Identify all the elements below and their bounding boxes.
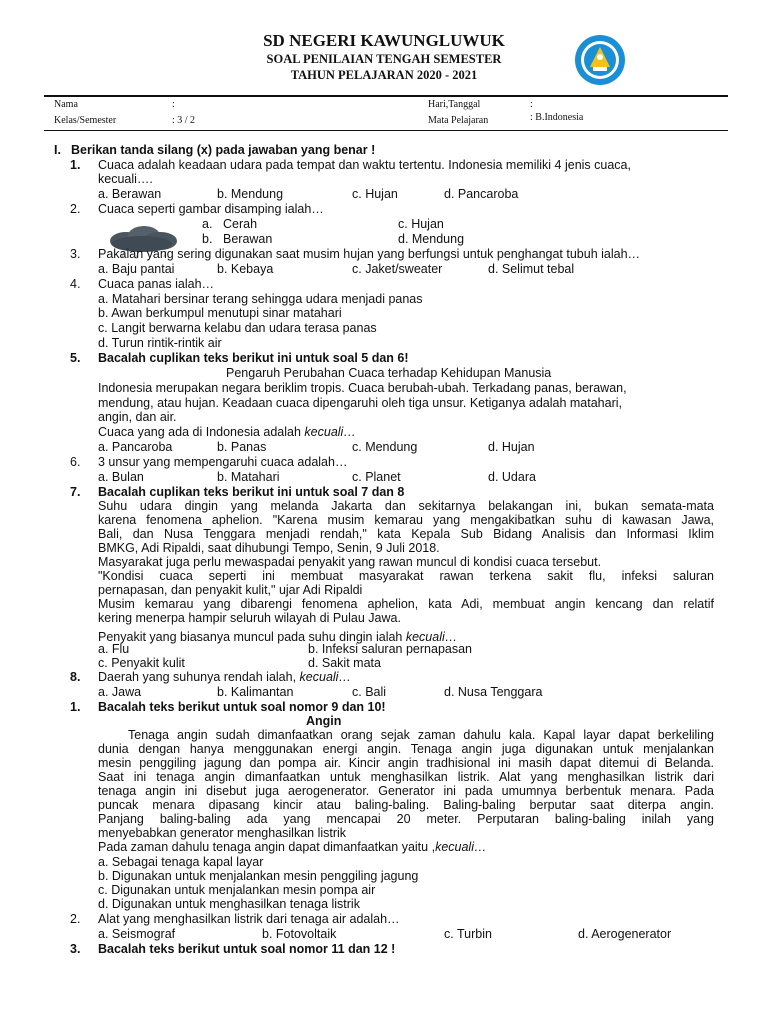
q6-option-c: c. Planet xyxy=(352,470,401,484)
q3-option-b: b. Kebaya xyxy=(217,262,274,276)
q3-option-d: d. Selimut tebal xyxy=(488,262,575,276)
q5-option-d: d. Hujan xyxy=(488,440,535,454)
tut-wuri-handayani-logo-icon xyxy=(574,34,626,86)
q1-text-line2: kecuali…. xyxy=(98,172,153,186)
q7-passage-line5: Masyarakat juga perlu mewaspadai penyakit yang rawan muncul di kondisi cuaca tersebut. xyxy=(98,555,602,569)
q7-passage-line2: karena fenomena aphelion. "Karena musim kemarau yang mengakibatkan suhu di kawasan Jawa, xyxy=(98,513,714,527)
q5-option-b: b. Panas xyxy=(217,440,267,454)
nama-label: Nama xyxy=(54,99,78,110)
header-rule-top xyxy=(44,95,728,97)
q8-option-c: c. Bali xyxy=(352,685,387,699)
q7-passage-line9: kering menerpa hampir seluruh wilayah di Pulau Jawa. xyxy=(98,611,401,625)
q7-passage-line4: BMKG, Adi Ripaldi, saat dihubungi Tempo, Senin, 9 Juli 2018. xyxy=(98,541,440,555)
q5-passage-title: Pengaruh Perubahan Cuaca terhadap Kehidupan Manusia xyxy=(226,366,552,380)
q10-option-d: d. Aerogenerator xyxy=(578,927,672,941)
q10-option-b: b. Fotovoltaik xyxy=(262,927,337,941)
kelas-value: : 3 / 2 xyxy=(172,115,196,126)
q8-option-a: a. Jawa xyxy=(98,685,142,699)
q7-passage-line7: pernapasan, dan penyakit kulit," ujar Adi Ripaldi xyxy=(98,583,363,597)
q9-option-a: a. Sebagai tenaga kapal layar xyxy=(98,855,264,869)
q7-option-a: a. Flu xyxy=(98,642,130,656)
q8-option-b: b. Kalimantan xyxy=(217,685,294,699)
q9-option-b: b. Digunakan untuk menjalankan mesin penggiling jagung xyxy=(98,869,419,883)
q1-option-b: b. Mendung xyxy=(217,187,284,201)
q8-option-d: d. Nusa Tenggara xyxy=(444,685,543,699)
section-instruction: Berikan tanda silang (x) pada jawaban yang benar ! xyxy=(71,143,376,157)
q4-number: 4. xyxy=(70,277,81,291)
header-rule-bottom xyxy=(44,130,728,131)
q9-instruction: Bacalah teks berikut untuk soal nomor 9 dan 10! xyxy=(98,700,386,714)
q9-number: 1. xyxy=(70,700,81,714)
q11-number: 3. xyxy=(70,942,81,956)
q2-option-b-letter: b. xyxy=(202,232,213,246)
q10-option-a: a. Seismograf xyxy=(98,927,176,941)
exam-title: SOAL PENILAIAN TENGAH SEMESTER xyxy=(266,52,502,66)
q7-instruction: Bacalah cuplikan teks berikut ini untuk soal 7 dan 8 xyxy=(98,485,405,499)
q10-number: 2. xyxy=(70,912,81,926)
q5-passage-line1: Indonesia merupakan negara beriklim tropis. Cuaca berubah-ubah. Terkadang panas, berawan, xyxy=(98,381,627,395)
q1-option-d: d. Pancaroba xyxy=(444,187,519,201)
q6-option-d: d. Udara xyxy=(488,470,536,484)
q3-number: 3. xyxy=(70,247,81,261)
q10-text: Alat yang menghasilkan listrik dari tenaga air adalah… xyxy=(98,912,400,926)
q8-number: 8. xyxy=(70,670,81,684)
q3-option-a: a. Baju pantai xyxy=(98,262,175,276)
q9-passage-line7: Panjang baling-baling ada yang mencapai 20 meter. Perputaran baling-baling inilah yang xyxy=(98,812,714,826)
academic-year: TAHUN PELAJARAN 2020 - 2021 xyxy=(290,68,478,82)
q9-passage-line8: menyebabkan generator menghasilkan listrik xyxy=(98,826,347,840)
q6-option-b: b. Matahari xyxy=(217,470,280,484)
q9-passage-line2: dunia dengan hanya menggunakan energi angin. Tenaga angin juga digunakan untuk menjalankan xyxy=(98,742,714,756)
q7-number: 7. xyxy=(70,485,81,499)
q2-option-a: Cerah xyxy=(223,217,258,231)
q7-option-c: c. Penyakit kulit xyxy=(98,656,185,670)
q9-option-d: d. Digunakan untuk menghasilkan tenaga listrik xyxy=(98,897,360,911)
q4-option-a: a. Matahari bersinar terang sehingga udara menjadi panas xyxy=(98,292,423,306)
q1-option-c: c. Hujan xyxy=(352,187,398,201)
mapel-value: : B.Indonesia xyxy=(530,112,584,123)
q7-option-b: b. Infeksi saluran pernapasan xyxy=(308,642,472,656)
q3-text: Pakaian yang sering digunakan saat musim hujan yang berfungsi untuk penghangat tubuh ialah… xyxy=(98,247,641,261)
q4-option-d: d. Turun rintik-rintik air xyxy=(98,336,222,350)
q9-passage-title: Angin xyxy=(306,714,342,728)
q7-passage-line6: "Kondisi cuaca seperti ini membuat masyarakat rawan terkena sakit flu, infeksi saluran xyxy=(98,569,714,583)
q11-instruction: Bacalah teks berikut untuk soal nomor 11 dan 12 ! xyxy=(98,942,396,956)
q7-option-d: d. Sakit mata xyxy=(308,656,381,670)
q7-passage-line3: Bali, dan Nusa Tenggara menjadi rendah," kata Kepala Sub Bidang Analisis dan Informasi Iklim xyxy=(98,527,714,541)
school-name: SD NEGERI KAWUNGLUWUK xyxy=(263,31,505,50)
q9-question: Pada zaman dahulu tenaga angin dapat dimanfaatkan yaitu ,kecuali… xyxy=(98,840,487,854)
section-number: I. xyxy=(54,143,61,157)
q2-option-b: Berawan xyxy=(223,232,273,246)
q5-number: 5. xyxy=(70,351,81,365)
hari-value: : xyxy=(530,99,533,110)
q7-passage-line1: Suhu udara dingin yang melanda Jakarta dan sekitarnya belakangan ini, bukan semata-mata xyxy=(98,499,714,513)
q1-text-line1: Cuaca adalah keadaan udara pada tempat dan waktu tertentu. Indonesia memiliki 4 jenis cuaca, xyxy=(98,158,631,172)
nama-value: : xyxy=(172,99,175,110)
q9-passage-line3: mesin penggiling jagung dan pompa air. Kincir angin tradhisional ini masih dapat ditemui di Belanda. xyxy=(98,756,714,770)
q5-option-c: c. Mendung xyxy=(352,440,418,454)
q2-number: 2. xyxy=(70,202,81,216)
q6-number: 6. xyxy=(70,455,81,469)
q2-text: Cuaca seperti gambar disamping ialah… xyxy=(98,202,324,216)
q4-option-b: b. Awan berkumpul menutupi sinar matahari xyxy=(98,306,342,320)
q5-passage-line3: angin, dan air. xyxy=(98,410,177,424)
q7-passage-line8: Musim kemarau yang dibarengi fenomena aphelion, kata Adi, membuat angin kencang dan relatif xyxy=(98,597,714,611)
hari-label: Hari,Tanggal xyxy=(428,99,481,110)
q5-passage-line2: mendung, atau hujan. Keadaan cuaca dipengaruhi oleh tiga unsur. Ketiganya adalah matahari, xyxy=(98,396,622,410)
q5-question: Cuaca yang ada di Indonesia adalah kecuali… xyxy=(98,425,356,439)
q3-option-c: c. Jaket/sweater xyxy=(352,262,443,276)
q1-number: 1. xyxy=(70,158,81,172)
q8-text: Daerah yang suhunya rendah ialah, kecuali… xyxy=(98,670,351,684)
q2-option-c: c. Hujan xyxy=(398,217,444,231)
q7-question: Penyakit yang biasanya muncul pada suhu dingin ialah kecuali… xyxy=(98,630,458,644)
kelas-label: Kelas/Semester xyxy=(54,115,117,126)
q10-option-c: c. Turbin xyxy=(444,927,492,941)
q4-text: Cuaca panas ialah… xyxy=(98,277,215,291)
q4-option-c: c. Langit berwarna kelabu dan udara terasa panas xyxy=(98,321,377,335)
q9-option-c: c. Digunakan untuk menjalankan mesin pompa air xyxy=(98,883,376,897)
q9-passage-line1: Tenaga angin sudah dimanfaatkan orang sejak zaman dahulu kala. Kapal layar dapat berkeliling xyxy=(128,728,714,742)
q2-option-d: d. Mendung xyxy=(398,232,465,246)
q1-option-a: a. Berawan xyxy=(98,187,162,201)
q9-passage-line6: puncak menara dipasang kincir atau baling-baling. Baling-baling berputar saat diterpa angin. xyxy=(98,798,714,812)
q9-passage-line5: tenaga angin ini disebut juga aerogenerator. Generator ini pada umumnya berbentuk menara. Pada xyxy=(98,784,714,798)
q5-instruction: Bacalah cuplikan teks berikut ini untuk soal 5 dan 6! xyxy=(98,351,409,365)
q9-passage-line4: Saat ini tenaga angin dimanfaatkan untuk menghasilkan listrik. Alat yang menghasilkan listrik dari xyxy=(98,770,714,784)
q6-option-a: a. Bulan xyxy=(98,470,144,484)
q6-text: 3 unsur yang mempengaruhi cuaca adalah… xyxy=(98,455,348,469)
q5-option-a: a. Pancaroba xyxy=(98,440,173,454)
mapel-label: Mata Pelajaran xyxy=(428,115,489,126)
q2-option-a-letter: a. xyxy=(202,217,213,231)
